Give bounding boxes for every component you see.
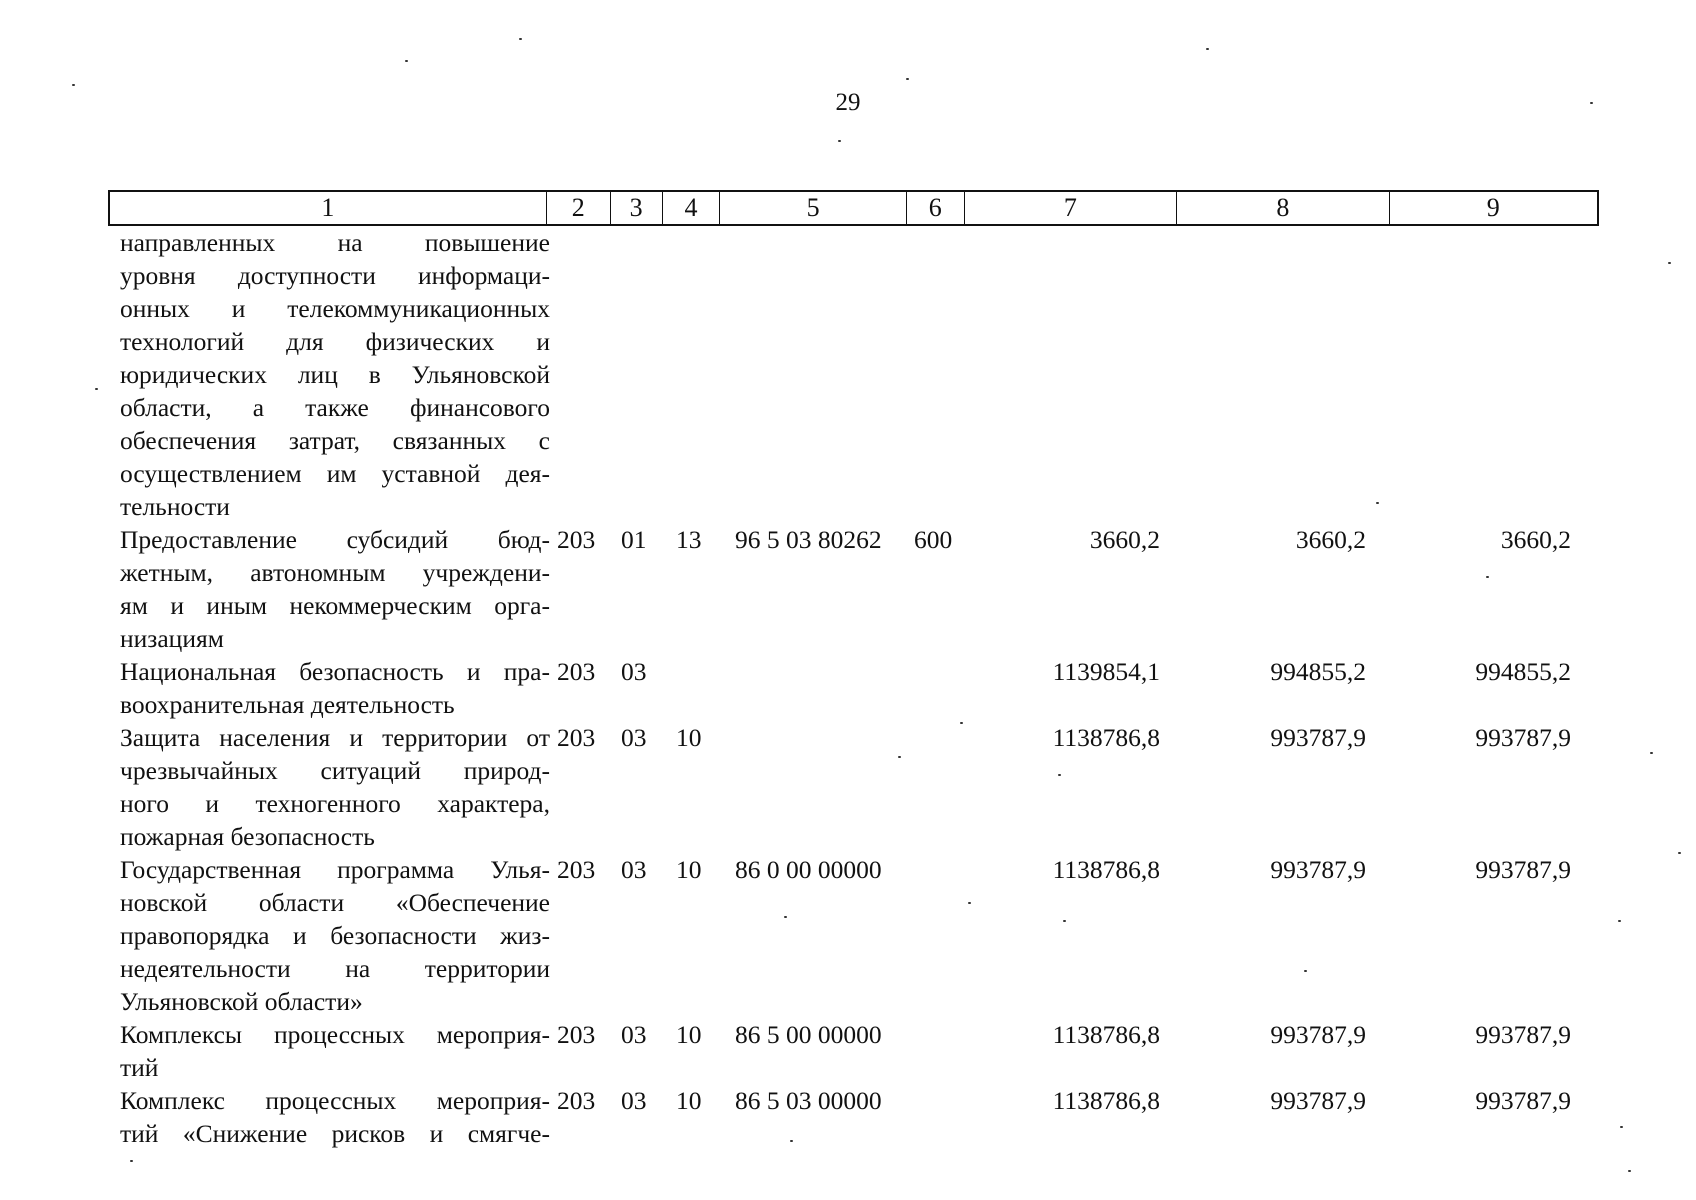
scan-speck — [1063, 920, 1066, 922]
row-description — [108, 853, 550, 1018]
cell-col-7: 1138786,8 — [1052, 1086, 1160, 1115]
scan-speck — [1678, 852, 1681, 854]
cell-col-2: 203 — [557, 723, 596, 752]
cell-col-3: 03 — [621, 723, 647, 752]
cell-col-8: 994855,2 — [1270, 657, 1366, 686]
description-line: жетным, автономным учреждени- — [120, 558, 550, 587]
row-description — [108, 226, 550, 523]
cell-col-3: 03 — [621, 657, 647, 686]
cell-col-8: 993787,9 — [1270, 1020, 1366, 1049]
scan-speck — [1668, 262, 1671, 264]
scan-speck — [130, 1160, 133, 1162]
description-line: недеятельности на территории — [120, 954, 550, 983]
table-row — [108, 1084, 1599, 1150]
cell-col-9: 994855,2 — [1475, 657, 1571, 686]
scan-speck — [1058, 774, 1061, 776]
description-line: уровня доступности информаци- — [120, 261, 550, 290]
table-row — [108, 655, 1599, 721]
header-col-2: 2 — [547, 192, 611, 224]
cell-col-8: 993787,9 — [1270, 1086, 1366, 1115]
table-row — [108, 853, 1599, 1018]
scan-speck — [838, 140, 841, 142]
page-number: 29 — [835, 89, 861, 116]
description-line: Комплексы процессных мероприя- — [120, 1020, 550, 1049]
cell-col-7: 1138786,8 — [1052, 855, 1160, 884]
scan-speck — [784, 916, 787, 918]
description-line: области, а также финансового — [120, 393, 550, 422]
description-line: пожарная безопасность — [120, 822, 375, 851]
header-col-1: 1 — [110, 192, 547, 224]
cell-col-8: 993787,9 — [1270, 855, 1366, 884]
cell-col-9: 3660,2 — [1500, 525, 1571, 554]
cell-col-9: 993787,9 — [1475, 1086, 1571, 1115]
cell-col-5: 86 5 03 00000 — [735, 1086, 882, 1115]
description-line: ного и техногенного характера, — [120, 789, 550, 818]
description-line: чрезвычайных ситуаций природ- — [120, 756, 550, 785]
header-col-9: 9 — [1486, 193, 1500, 222]
description-line: осуществлением им уставной дея- — [120, 459, 550, 488]
table-row — [108, 523, 1599, 655]
scan-speck — [1206, 48, 1209, 50]
row-description — [108, 655, 550, 721]
description-line: технологий для физических и — [120, 327, 550, 356]
scan-speck — [968, 902, 971, 904]
scan-speck — [790, 1140, 793, 1142]
cell-col-2: 203 — [557, 1086, 596, 1115]
description-line: Ульяновской области» — [120, 987, 363, 1016]
description-line: Национальная безопасность и пра- — [120, 657, 550, 686]
scan-speck — [72, 84, 75, 86]
description-line: тий — [120, 1053, 159, 1082]
description-line: Комплекс процессных мероприя- — [120, 1086, 550, 1115]
cell-col-4: 10 — [676, 723, 702, 752]
scan-speck — [519, 38, 522, 40]
cell-col-6: 600 — [914, 525, 953, 554]
scan-speck — [1618, 920, 1621, 922]
description-line: Защита населения и территории от — [120, 723, 550, 752]
scan-speck — [1590, 102, 1593, 104]
scan-speck — [1628, 1170, 1631, 1172]
cell-col-2: 203 — [557, 525, 596, 554]
scan-speck — [95, 388, 98, 390]
table-header — [108, 190, 1599, 226]
description-line: обеспечения затрат, связанных с — [120, 426, 550, 455]
cell-col-5: 86 5 00 00000 — [735, 1020, 882, 1049]
row-description — [108, 523, 550, 655]
description-line: ям и иным некоммерческим орга- — [120, 591, 550, 620]
cell-col-9: 993787,9 — [1475, 723, 1571, 752]
cell-col-9: 993787,9 — [1475, 855, 1571, 884]
header-col-3: 3 — [611, 192, 663, 224]
description-line: новской области «Обеспечение — [120, 888, 550, 917]
description-line: низациям — [120, 624, 224, 653]
row-description — [108, 1018, 550, 1084]
cell-col-2: 203 — [557, 657, 596, 686]
header-col-5: 5 — [720, 192, 907, 224]
scan-speck — [1376, 502, 1379, 504]
cell-col-7: 1139854,1 — [1052, 657, 1160, 686]
cell-col-7: 1138786,8 — [1052, 1020, 1160, 1049]
description-line: Предоставление субсидий бюд- — [120, 525, 550, 554]
row-description — [108, 1084, 550, 1150]
cell-col-5: 86 0 00 00000 — [735, 855, 882, 884]
cell-col-4: 10 — [676, 1086, 702, 1115]
description-line: юридических лиц в Ульяновской — [120, 360, 550, 389]
cell-col-7: 3660,2 — [1089, 525, 1160, 554]
table-row — [108, 226, 1599, 523]
scan-speck — [1650, 752, 1653, 754]
description-line: онных и телекоммуникационных — [120, 294, 550, 323]
cell-col-3: 03 — [621, 1020, 647, 1049]
scan-speck — [1486, 576, 1489, 578]
cell-col-2: 203 — [557, 855, 596, 884]
scan-speck — [906, 78, 909, 80]
description-line: тий «Снижение рисков и смягче- — [120, 1119, 550, 1148]
cell-col-3: 01 — [621, 525, 647, 554]
scan-speck — [960, 722, 963, 724]
header-col-8: 8 — [1177, 192, 1389, 224]
cell-col-7: 1138786,8 — [1052, 723, 1160, 752]
cell-col-5: 96 5 03 80262 — [735, 525, 882, 554]
description-line: Государственная программа Улья- — [120, 855, 550, 884]
header-col-6: 6 — [907, 192, 965, 224]
cell-col-3: 03 — [621, 1086, 647, 1115]
scan-speck — [898, 756, 901, 758]
table-row — [108, 721, 1599, 853]
scan-speck — [405, 60, 408, 62]
cell-col-3: 03 — [621, 855, 647, 884]
cell-col-4: 10 — [676, 1020, 702, 1049]
description-line: направленных на повышение — [120, 228, 550, 257]
cell-col-4: 10 — [676, 855, 702, 884]
scan-speck — [1304, 970, 1307, 972]
cell-col-9: 993787,9 — [1475, 1020, 1571, 1049]
table-body — [108, 226, 1599, 1150]
row-description — [108, 721, 550, 853]
description-line: воохранительная деятельность — [120, 690, 455, 719]
header-col-7: 7 — [965, 192, 1177, 224]
cell-col-4: 13 — [676, 525, 702, 554]
scan-speck — [1620, 1126, 1623, 1128]
cell-col-8: 3660,2 — [1295, 525, 1366, 554]
header-col-4: 4 — [663, 192, 721, 224]
description-line: тельности — [120, 492, 230, 521]
cell-col-2: 203 — [557, 1020, 596, 1049]
description-line: правопорядка и безопасности жиз- — [120, 921, 550, 950]
table-row — [108, 1018, 1599, 1084]
cell-col-8: 993787,9 — [1270, 723, 1366, 752]
